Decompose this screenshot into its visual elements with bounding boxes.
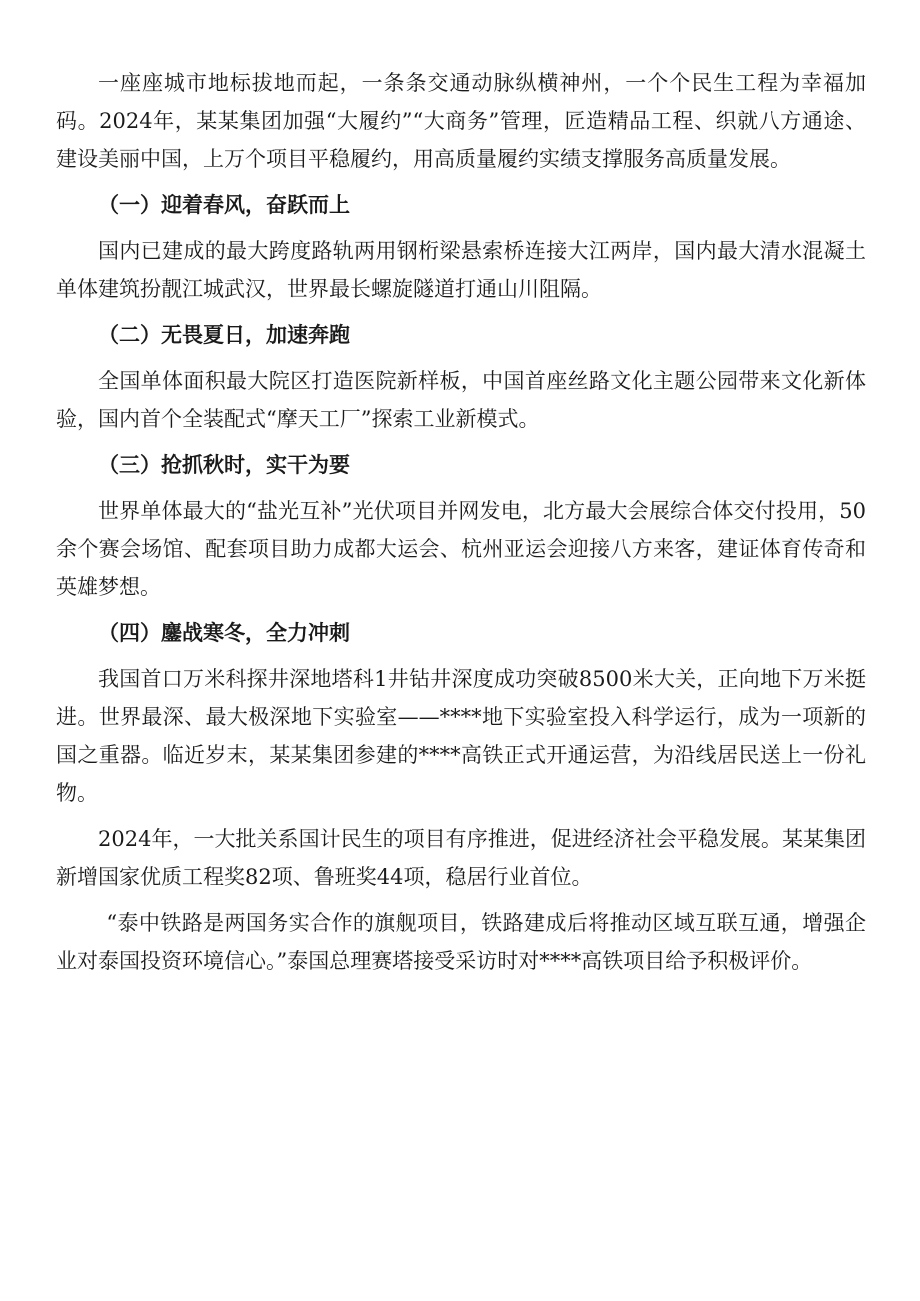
document-body	[56, 64, 866, 988]
paragraph-summer: 全国单体面积最大院区打造医院新样板，中国首座丝路文化主题公园带来文化新体验，国内首个全装配式“摩天工厂”探索工业新模式。	[56, 369, 866, 431]
paragraph-winter: 我国首口万米科探井深地塔科1井钻井深度成功突破8500米大关，正向地下万米挺进。世界最深、最大极深地下实验室——****地下实验室投入科学运行，成为一项新的国之重器。临近岁末，某某集团参建的****高铁正式开通运营，为沿线居民送上一份礼物。	[56, 667, 866, 805]
section-heading-autumn: （三）抢抓秋时，实干为要	[98, 453, 350, 477]
paragraph-spring: 国内已建成的最大跨度路轨两用钢桁梁悬索桥连接大江两岸，国内最大清水混凝土单体建筑扮靓江城武汉，世界最长螺旋隧道打通山川阻隔。	[56, 239, 866, 301]
section-heading-summer: （二）无畏夏日，加速奔跑	[98, 323, 350, 347]
paragraph-summary: 2024年，一大批关系国计民生的项目有序推进，促进经济社会平稳发展。某某集团新增国家优质工程奖82项、鲁班奖44项，稳居行业首位。	[56, 827, 866, 889]
section-heading-winter: （四）鏖战寒冬，全力冲刺	[98, 621, 350, 645]
paragraph-intro: 一座座城市地标拔地而起，一条条交通动脉纵横神州，一个个民生工程为幸福加码。2024年，某某集团加强“大履约”“大商务”管理，匠造精品工程、织就八方通途、建设美丽中国，上万个项目平稳履约，用高质量履约实绩支撑服务高质量发展。	[56, 71, 866, 171]
paragraph-autumn: 世界单体最大的“盐光互补”光伏项目并网发电，北方最大会展综合体交付投用，50余个赛会场馆、配套项目助力成都大运会、杭州亚运会迎接八方来客，建证体育传奇和英雄梦想。	[56, 499, 866, 599]
paragraph-quote: “泰中铁路是两国务实合作的旗舰项目，铁路建成后将推动区域互联互通，增强企业对泰国投资环境信心。”泰国总理赛塔接受采访时对****高铁项目给予积极评价。	[56, 911, 866, 973]
section-heading-spring: （一）迎着春风，奋跃而上	[98, 193, 350, 217]
